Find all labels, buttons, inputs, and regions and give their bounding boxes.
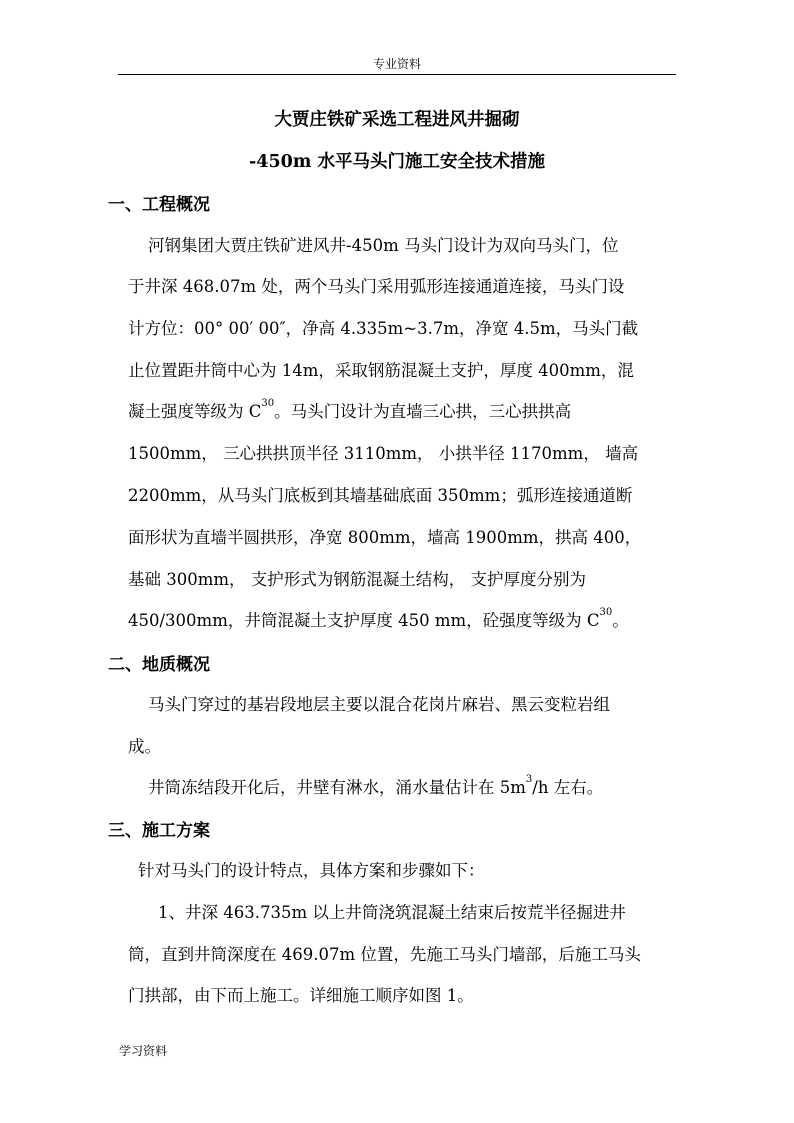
line-text: 。 [612,611,629,630]
paragraph-line: 面形状为直墙半圆拱形，净宽 800mm，墙高 1900mm，拱高 400， [128,528,642,547]
section-heading-construction-plan: 三、施工方案 [108,821,210,841]
paragraph-line [128,607,674,631]
paragraph-line: 针对马头门的设计特点，具体方案和步骤如下： [138,861,485,880]
section-heading-geology: 二、地质概况 [108,655,210,675]
paragraph-line: 马头门穿过的基岩段地层主要以混合花岗片麻岩、黑云变粒岩组 [148,695,610,714]
page-footer: 学习资料 [119,1044,168,1058]
line-text: 凝土强度等级为 C [128,402,262,421]
paragraph-line: 于井深 468.07m 处，两个马头门采用弧形连接通道连接，马头门设 [128,277,625,296]
superscript: 3 [525,774,533,785]
paragraph-line: 计方位：00° 00′ 00″，净高 4.335m~3.7m，净宽 4.5m，马头门截 [128,319,639,338]
line-text: 。马头门设计为直墙三心拱，三心拱拱高 [274,402,572,421]
paragraph-line [148,774,674,798]
line-text: 450/300mm，井筒混凝土支护厚度 450 mm，砼强度等级为 C [128,611,600,630]
paragraph-line: 筒，直到井筒深度在 469.07m 位置，先施工马头门墙部，后施工马头 [128,945,641,964]
paragraph-line: 止位置距井筒中心为 14m，采取钢筋混凝土支护，厚度 400mm，混 [128,361,634,380]
paragraph-line: 2200mm，从马头门底板到其墙基础底面 350mm；弧形连接通道断 [128,486,633,505]
document-title: 大贾庄铁矿采选工程进风井掘砌 [274,110,520,130]
section-heading-overview: 一、工程概况 [108,195,210,215]
paragraph-line [128,398,674,422]
line-text: 井筒冻结段开化后，井壁有淋水，涌水量估计在 5m [148,778,526,797]
subscript: 30 [599,607,613,618]
paragraph-line: 河钢集团大贾庄铁矿进风井-450m 马头门设计为双向马头门，位 [148,236,619,255]
paragraph-line: 1500mm， 三心拱拱顶半径 3110mm， 小拱半径 1170mm， 墙高 [128,444,639,463]
paragraph-line: 门拱部，由下而上施工。详细施工顺序如图 1。 [128,986,474,1005]
paragraph-line: 成。 [128,737,161,756]
page-header: 专业资料 [372,57,421,71]
paragraph-line: 1、井深 463.735m 以上井筒浇筑混凝土结束后按荒半径掘进井 [158,903,626,922]
subscript: 30 [261,398,275,409]
paragraph-line: 基础 300mm， 支护形式为钢筋混凝土结构， 支护厚度分别为 [128,570,587,589]
document-subtitle: -450m 水平马头门施工安全技术措施 [249,152,545,172]
line-text: /h 左右。 [532,778,604,797]
header-rule [118,74,676,75]
